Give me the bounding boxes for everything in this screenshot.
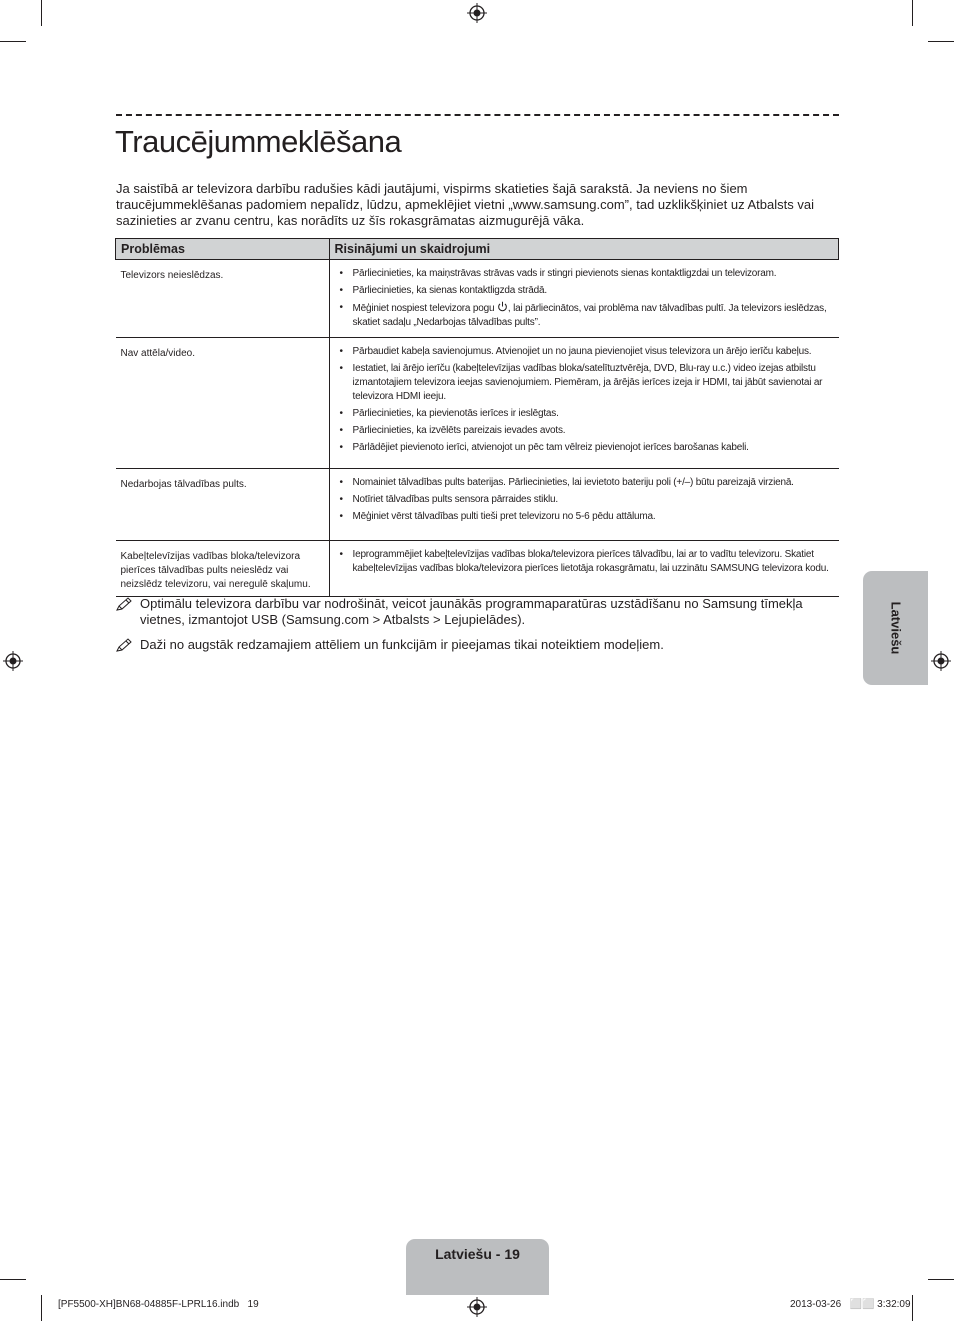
note-pencil-icon	[116, 638, 132, 652]
print-datetime: 2013-03-26 ⬜⬜ 3:32:09	[790, 1299, 911, 1310]
note-pencil-icon	[116, 597, 132, 611]
registration-mark-icon	[467, 1297, 487, 1317]
solution-item: • Pārliecinieties, ka sienas kontaktligzda strādā.	[335, 284, 834, 298]
note-item	[116, 637, 836, 653]
troubleshooting-table	[115, 238, 839, 597]
solution-text: Mēģiniet nospiest televizora pogu	[352, 303, 495, 314]
note-text: Optimālu televizora darbību var nodrošināt, veicot jaunākās programmaparatūras uzstādīšanu no Samsung tīmekļa vietnes, izmantojot USB (Samsung.com > Atbalsts > Lejupielādes).	[140, 596, 803, 627]
solution-item: • Pārbaudiet kabeļa savienojumus. Atvienojiet un no jauna pievienojiet visus televizora un ārējo ierīču kabeļus.	[335, 345, 834, 359]
column-header-solutions: Risinājumi un skaidrojumi	[329, 239, 839, 260]
crop-mark	[0, 1279, 26, 1280]
crop-mark	[912, 1295, 913, 1321]
table-row	[116, 338, 839, 469]
registration-mark-icon	[467, 3, 487, 23]
solution-item: • Pārliecinieties, ka pievienotās ierīces ir ieslēgtas.	[335, 407, 834, 421]
crop-mark	[928, 1279, 954, 1280]
solution-cell	[329, 541, 839, 597]
solution-cell	[329, 338, 839, 469]
problem-cell: Nav attēla/video.	[116, 338, 330, 469]
solution-list	[335, 548, 834, 576]
solution-item: • Nomainiet tālvadības pults baterijas. Pārliecinieties, lai ievietoto bateriju poli (+/–) būtu pareizajā virzienā.	[335, 476, 834, 490]
solution-list	[335, 267, 834, 330]
solution-item: • Mēģiniet vērst tālvadības pulti tieši pret televizoru no 5-6 pēdu attāluma.	[335, 510, 834, 524]
page-title: Traucējummeklēšana	[115, 124, 402, 159]
problem-cell: Televizors neieslēdzas.	[116, 260, 330, 338]
solution-list	[335, 476, 834, 524]
page-number-tab	[406, 1239, 549, 1295]
notes-section	[116, 596, 836, 662]
note-text: Daži no augstāk redzamajiem attēliem un funkcijām ir pieejamas tikai noteiktiem modeļiem.	[140, 637, 664, 652]
table-row	[116, 469, 839, 541]
solution-item: • Pārliecinieties, ka maiņstrāvas strāvas vads ir stingri pievienots sienas kontaktligzdai un televizoram.	[335, 267, 834, 281]
crop-mark	[41, 1295, 42, 1321]
solution-item: • Iestatiet, lai ārējo ierīču (kabeļtelevīzijas vadības bloka/satelītuztvērēja, DVD, Blu-ray u.c.) video izejas atbilstu izmantotajiem televizora ieejas savienojumiem. Piemēram, ja ārējās ierīces izeja ir HDMI, tai jābūt savienotai ar televizora HDMI ieeju.	[335, 362, 834, 404]
table-row	[116, 541, 839, 597]
crop-mark	[928, 41, 954, 42]
table-row	[116, 260, 839, 338]
registration-mark-icon	[3, 651, 23, 671]
solution-item: • Notīriet tālvadības pults sensora pārraides stiklu.	[335, 493, 834, 507]
crop-mark	[41, 0, 42, 26]
problem-cell: Kabeļtelevīzijas vadības bloka/televizora pierīces tālvadības pults neieslēdz vai neizslēdz televizoru, vai neregulē skaļumu.	[116, 541, 330, 597]
solution-cell	[329, 469, 839, 541]
solution-item: • Pārliecinieties, ka izvēlēts pareizais ievades avots.	[335, 424, 834, 438]
page-number-label: Latviešu - 19	[435, 1246, 520, 1262]
intro-paragraph: Ja saistībā ar televizora darbību radušies kādi jautājumi, vispirms skatieties šajā sarakstā. Ja neviens no šiem traucējummeklēšanas padomiem nepalīdz, lūdzu, apmeklējiet vietni „www.samsung.com”, tad uzklikšķiniet uz Atbalsts vai sazinieties ar zvanu centru, kas norādīts uz šīs rokasgrāmatas aizmugurējā vāka.	[116, 181, 814, 228]
solution-list	[335, 345, 834, 455]
column-header-problems: Problēmas	[116, 239, 330, 260]
solution-text: , lai pārliecinātos, vai problēma nav tālvadības pultī. Ja televizors ieslēdzas, skatiet sadaļu „Nedarbojas tālvadības pults”.	[352, 303, 827, 328]
language-side-tab-label: Latviešu	[888, 601, 903, 655]
table-header-row	[116, 239, 839, 260]
print-file-info: [PF5500-XH]BN68-04885F-LPRL16.indb 19	[58, 1299, 259, 1310]
registration-mark-icon	[931, 651, 951, 671]
crop-mark	[0, 41, 26, 42]
language-side-tab	[863, 571, 928, 685]
solution-item: • Pārlādējiet pievienoto ierīci, atvienojot un pēc tam vēlreiz pievienojot ierīces barošanas kabeli.	[335, 441, 834, 455]
power-icon	[497, 301, 508, 312]
solution-item: • Ieprogrammējiet kabeļtelevīzijas vadības bloka/televizora pierīces tālvadību, lai ar to vadītu televizoru. Skatiet kabeļtelevīzijas vadības bloka/televizora pierīces lietotāja rokasgrāmatu, lai uzzinātu SAMSUNG televizora kodu.	[335, 548, 834, 576]
note-item	[116, 596, 836, 628]
title-divider	[116, 114, 839, 116]
solution-cell	[329, 260, 839, 338]
problem-cell: Nedarbojas tālvadības pults.	[116, 469, 330, 541]
crop-mark	[912, 0, 913, 26]
solution-item	[335, 301, 834, 330]
